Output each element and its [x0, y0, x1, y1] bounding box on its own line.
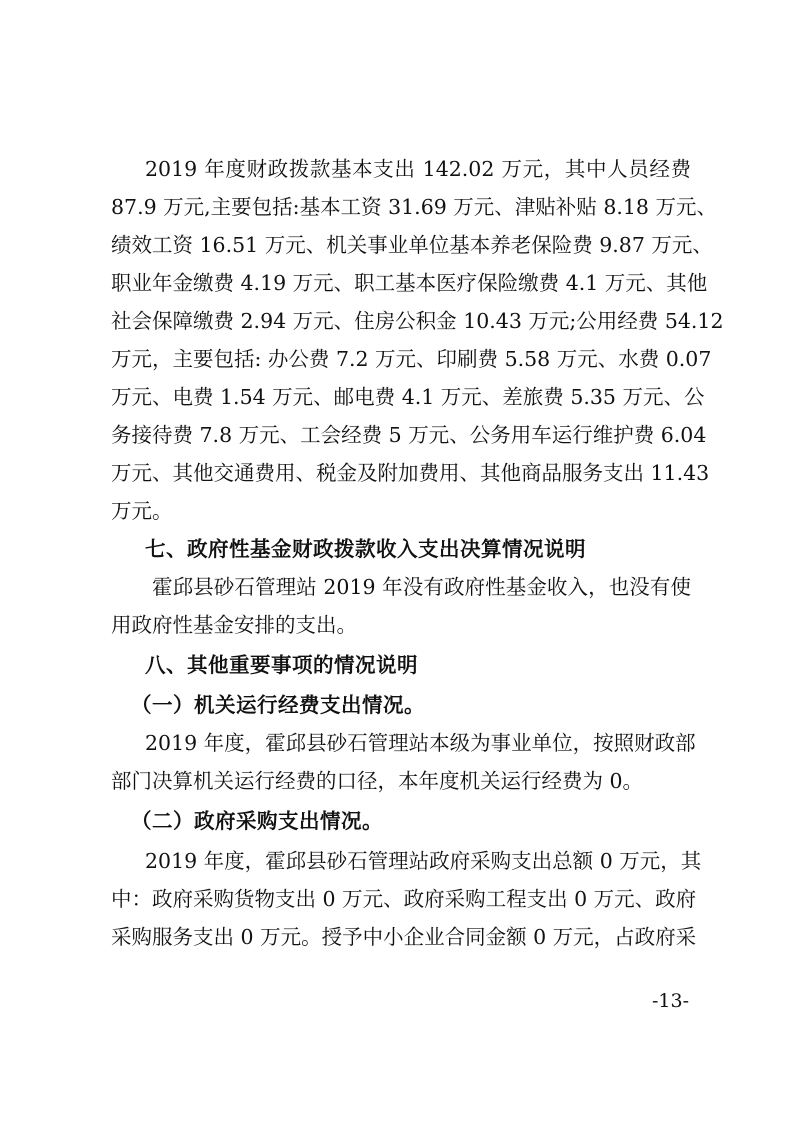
- paragraph-line: 中：政府采购货物支出 0 万元、政府采购工程支出 0 万元、政府: [111, 887, 697, 911]
- paragraph-line: 用政府性基金安排的支出。: [111, 613, 357, 637]
- paragraph-line: 万元。: [111, 499, 173, 523]
- paragraph-line: 万元、其他交通费用、税金及附加费用、其他商品服务支出 11.43: [111, 461, 710, 485]
- subsection-heading: （二）政府采购支出情况。: [131, 809, 383, 833]
- paragraph-line: 万元，主要包括: 办公费 7.2 万元、印刷费 5.58 万元、水费 0.07: [111, 347, 712, 371]
- paragraph-line: 87.9 万元,主要包括:基本工资 31.69 万元、津贴补贴 8.18 万元、: [111, 195, 717, 219]
- paragraph-line: 万元、电费 1.54 万元、邮电费 4.1 万元、差旅费 5.35 万元、公: [111, 385, 705, 409]
- paragraph-line: 2019 年度财政拨款基本支出 142.02 万元，其中人员经费: [145, 157, 691, 181]
- page-number: -13-: [652, 990, 690, 1012]
- paragraph-line: 社会保障缴费 2.94 万元、住房公积金 10.43 万元;公用经费 54.12: [111, 309, 724, 333]
- section-heading: 七、政府性基金财政拨款收入支出决算情况说明: [145, 537, 586, 561]
- paragraph-line: 霍邱县砂石管理站 2019 年没有政府性基金收入，也没有使: [152, 575, 691, 599]
- paragraph-line: 务接待费 7.8 万元、工会经费 5 万元、公务用车运行维护费 6.04: [111, 423, 707, 447]
- paragraph-line: 2019 年度，霍邱县砂石管理站本级为事业单位，按照财政部: [145, 731, 696, 755]
- paragraph-line: 采购服务支出 0 万元。授予中小企业合同金额 0 万元，占政府采: [111, 925, 697, 949]
- paragraph-line: 2019 年度，霍邱县砂石管理站政府采购支出总额 0 万元，其: [145, 849, 702, 873]
- paragraph-line: 部门决算机关运行经费的口径，本年度机关运行经费为 0。: [111, 769, 644, 793]
- paragraph-line: 绩效工资 16.51 万元、机关事业单位基本养老保险费 9.87 万元、: [111, 233, 713, 257]
- section-heading: 八、其他重要事项的情况说明: [145, 653, 418, 677]
- subsection-heading: （一）机关运行经费支出情况。: [131, 693, 425, 717]
- paragraph-line: 职业年金缴费 4.19 万元、职工基本医疗保险缴费 4.1 万元、其他: [111, 271, 708, 295]
